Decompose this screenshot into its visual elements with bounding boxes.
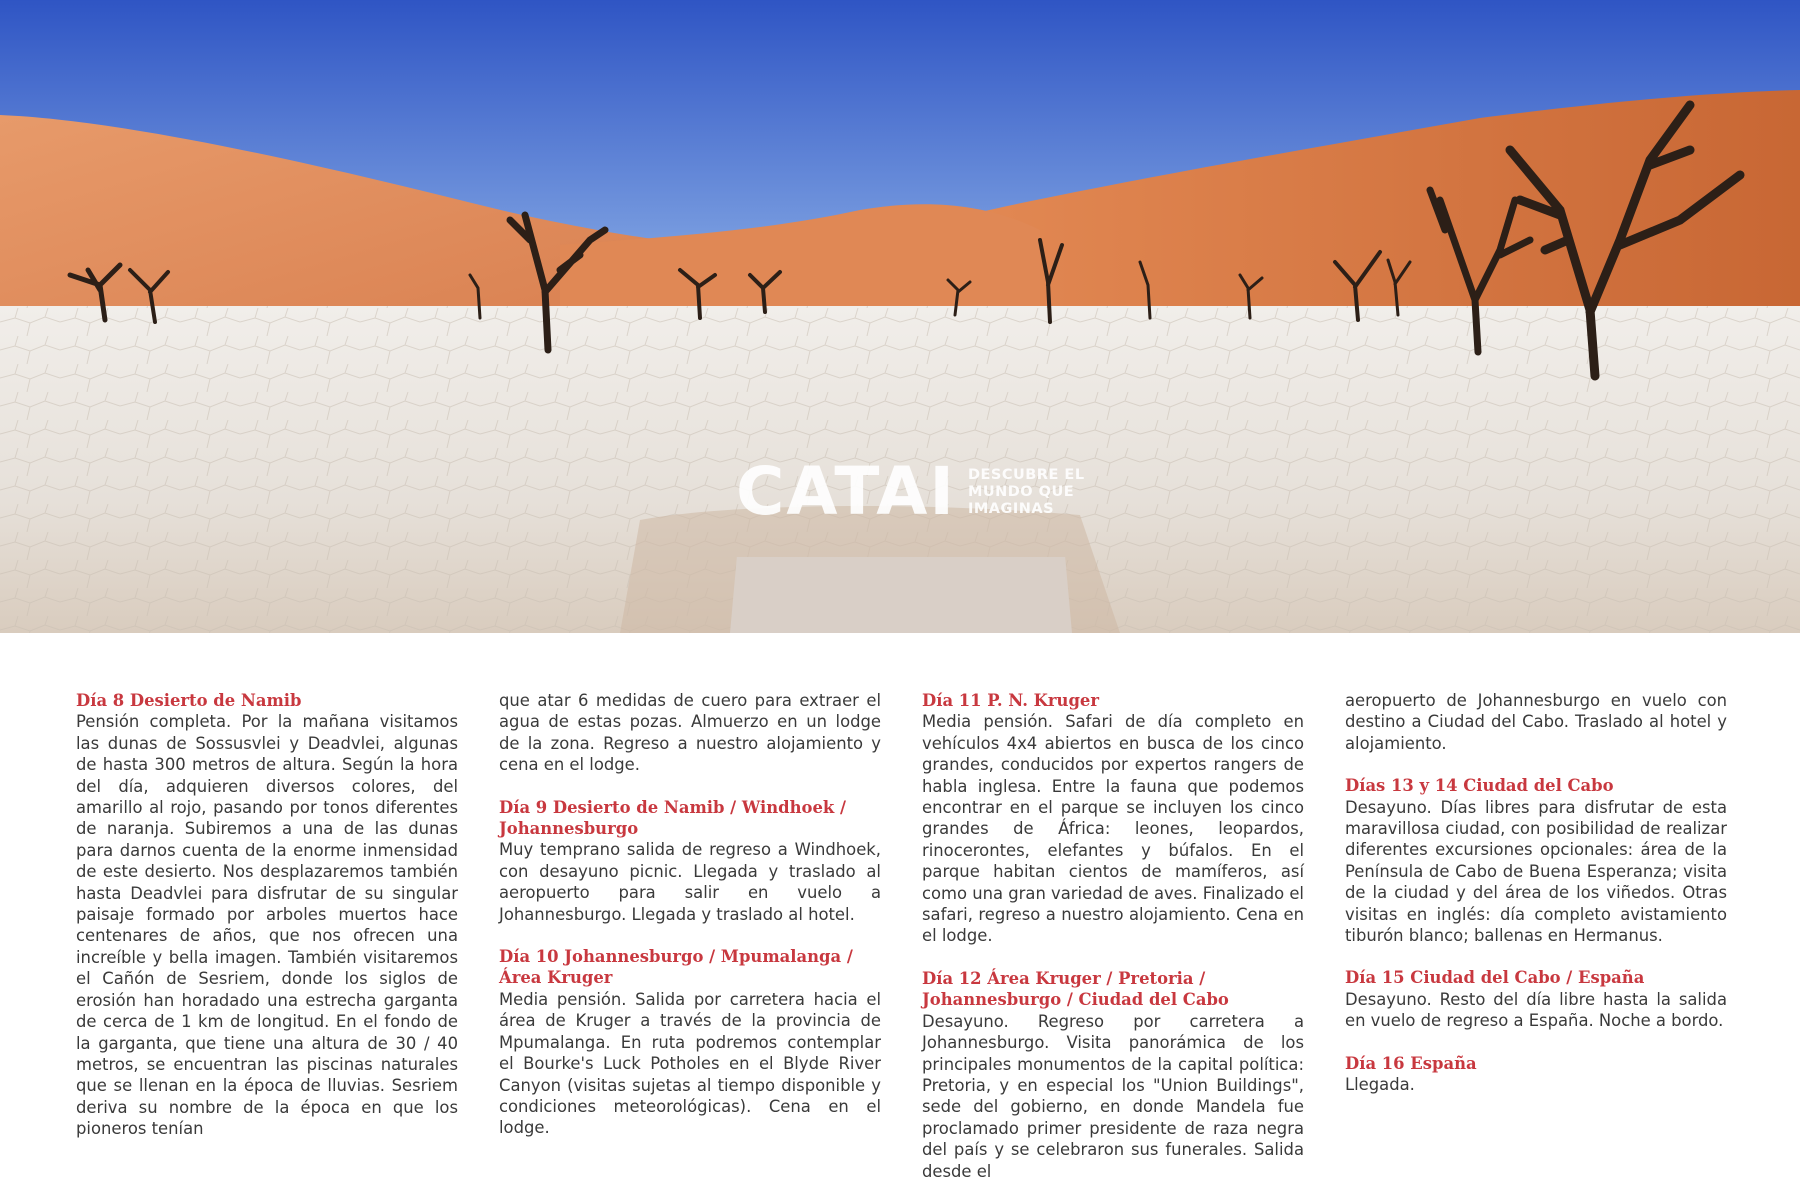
day-description: Llegada. (1345, 1075, 1415, 1095)
day-description: aeropuerto de Johannesburgo en vuelo con destino a Ciudad del Cabo. Traslado al hotel y alojamiento. (1345, 691, 1727, 753)
day-description: Desayuno. Regreso por carretera a Johannesburgo. Visita panorámica de los principales monumentos de la capital política: Pretoria, y en especial los "Union Buildings", sede del gobierno, en donde Mandela fue proclamado primer presidente de raza negra del país y se celebraron sus funerales. Salida desde el (922, 1011, 1304, 1181)
itinerary-day (76, 690, 458, 1140)
logo-wordmark: CATAI (736, 453, 956, 530)
itinerary-day-continued (499, 690, 881, 776)
day-title: Días 13 y 14 Ciudad del Cabo (1345, 776, 1614, 796)
day-title: Día 10 Johannesburgo / Mpumalanga / Área Kruger (499, 947, 853, 988)
text-column-2 (499, 690, 881, 1139)
itinerary-day (499, 946, 881, 1139)
logo-tagline: DESCUBRE EL MUNDO QUE IMAGINAS (967, 466, 1085, 517)
day-title: Día 9 Desierto de Namib / Windhoek / Johannesburgo (499, 797, 846, 839)
day-description: Desayuno. Resto del día libre hasta la salida en vuelo de regreso a España. Noche a bordo. (1345, 989, 1727, 1031)
itinerary-day-continued (1345, 690, 1727, 754)
itinerary-day (499, 797, 881, 925)
text-column-4 (1345, 690, 1727, 1096)
photo-bottom-tab (730, 557, 1072, 633)
day-title: Día 11 P. N. Kruger (922, 691, 1099, 710)
itinerary-day (1345, 967, 1727, 1031)
text-column-3 (922, 690, 1304, 1182)
day-description: Media pensión. Salida por carretera hacia el área de Kruger a través de la provincia de Mpumalanga. En ruta podremos contemplar el Bourke's Luck Potholes en el Blyde River Canyon (visitas sujetas al tiempo disponible y condiciones meteorológicas). Cena en el lodge. (499, 989, 881, 1138)
itinerary-text (76, 690, 1727, 1181)
text-column-1 (76, 690, 458, 1140)
day-description: Desayuno. Días libres para disfrutar de esta maravillosa ciudad, con posibilidad de realizar diferentes excursiones opcionales: área de la Península de Cabo de Buena Esperanza; visita de la ciudad y del área de los viñedos. Otras visitas en inglés: día completo avistamiento tiburón blanco; ballenas en Hermanus. (1345, 797, 1727, 946)
day-title: Día 8 Desierto de Namib (76, 691, 302, 710)
brand-logo (736, 452, 1098, 532)
day-title: Día 16 España (1345, 1053, 1477, 1073)
day-title: Día 15 Ciudad del Cabo / España (1345, 968, 1645, 988)
day-description: que atar 6 medidas de cuero para extraer el agua de estas pozas. Almuerzo en un lodge de la zona. Regreso a nuestro alojamiento y cena en el lodge. (499, 691, 881, 775)
day-description: Media pensión. Safari de día completo en vehículos 4x4 abiertos en busca de los cinco grandes, conducidos por expertos rangers de habla inglesa. Entre la fauna que podemos encontrar en el parque se incluyen los cinco grandes de África: leones, leopardos, rinocerontes, elefantes y búfalos. En el parque habitan cientos de mamíferos, así como una gran variedad de aves. Finalizado el safari, regreso a nuestro alojamiento. Cena en el lodge. (922, 712, 1304, 946)
itinerary-day (922, 690, 1304, 947)
itinerary-day (1345, 775, 1727, 946)
itinerary-day (1345, 1053, 1727, 1096)
day-description: Pensión completa. Por la mañana visitamos las dunas de Sossusvlei y Deadvlei, algunas de hasta 300 metros de altura. Según la hora del día, adquieren diversos colores, del amarillo al rojo, pasando por tonos diferentes de naranja. Subiremos a una de las dunas para darnos cuenta de la enorme inmensidad de este desierto. Nos desplazaremos también hasta Deadvlei para disfrutar de su singular paisaje formado por arboles muertos hace centenares de años, que nos ofrecen una increíble y bella imagen. También visitaremos el Cañón de Sesriem, donde los siglos de erosión han horadado una estrecha garganta de cerca de 1 km de longitud. En el fondo de la garganta, que tiene una altura de 30 / 40 metros, se encuentran las piscinas naturales que se llenan en la época de lluvias. Sesriem deriva su nombre de la época en que los pioneros tenían (76, 712, 458, 1139)
day-description: Muy temprano salida de regreso a Windhoek, con desayuno picnic. Llegada y traslado al aeropuerto para salir en vuelo a Johannesburgo. Llegada y traslado al hotel. (499, 840, 881, 924)
itinerary-day (922, 968, 1304, 1182)
day-title: Día 12 Área Kruger / Pretoria / Johannesburgo / Ciudad del Cabo (922, 968, 1229, 1010)
